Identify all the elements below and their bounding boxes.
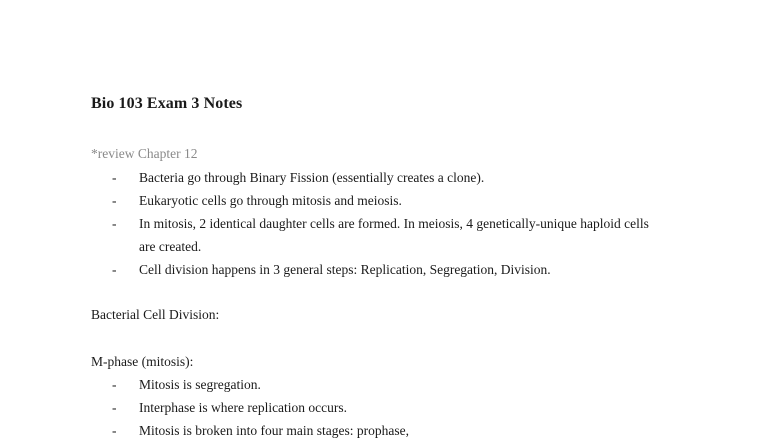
review-bullet-3: In mitosis, 2 identical daughter cells are formed. In meiosis, 4 genetically-unique haploid cells [139,216,649,231]
bullet-marker: - [112,216,117,231]
bacterial-heading: Bacterial Cell Division: [91,307,220,322]
mphase-bullet-2: Interphase is where replication occurs. [139,400,348,415]
bullet-marker: - [112,193,117,208]
bullet-marker: - [112,377,117,392]
review-bullet-2: Eukaryotic cells go through mitosis and meiosis. [139,193,402,208]
document-title: Bio 103 Exam 3 Notes [91,95,243,112]
review-bullet-1: Bacteria go through Binary Fission (essentially creates a clone). [139,170,485,185]
review-heading: *review Chapter 12 [91,146,198,161]
review-bullet-3-continued: are created. [139,239,202,254]
bullet-marker: - [112,262,117,277]
mphase-bullet-1: Mitosis is segregation. [139,377,261,392]
bullet-marker: - [112,170,117,185]
bullet-marker: - [112,423,117,438]
mphase-heading: M-phase (mitosis): [91,354,194,369]
bullet-marker: - [112,400,117,415]
review-bullet-4: Cell division happens in 3 general steps: Replication, Segregation, Division. [139,262,551,277]
mphase-bullet-3: Mitosis is broken into four main stages: prophase, [139,423,409,438]
